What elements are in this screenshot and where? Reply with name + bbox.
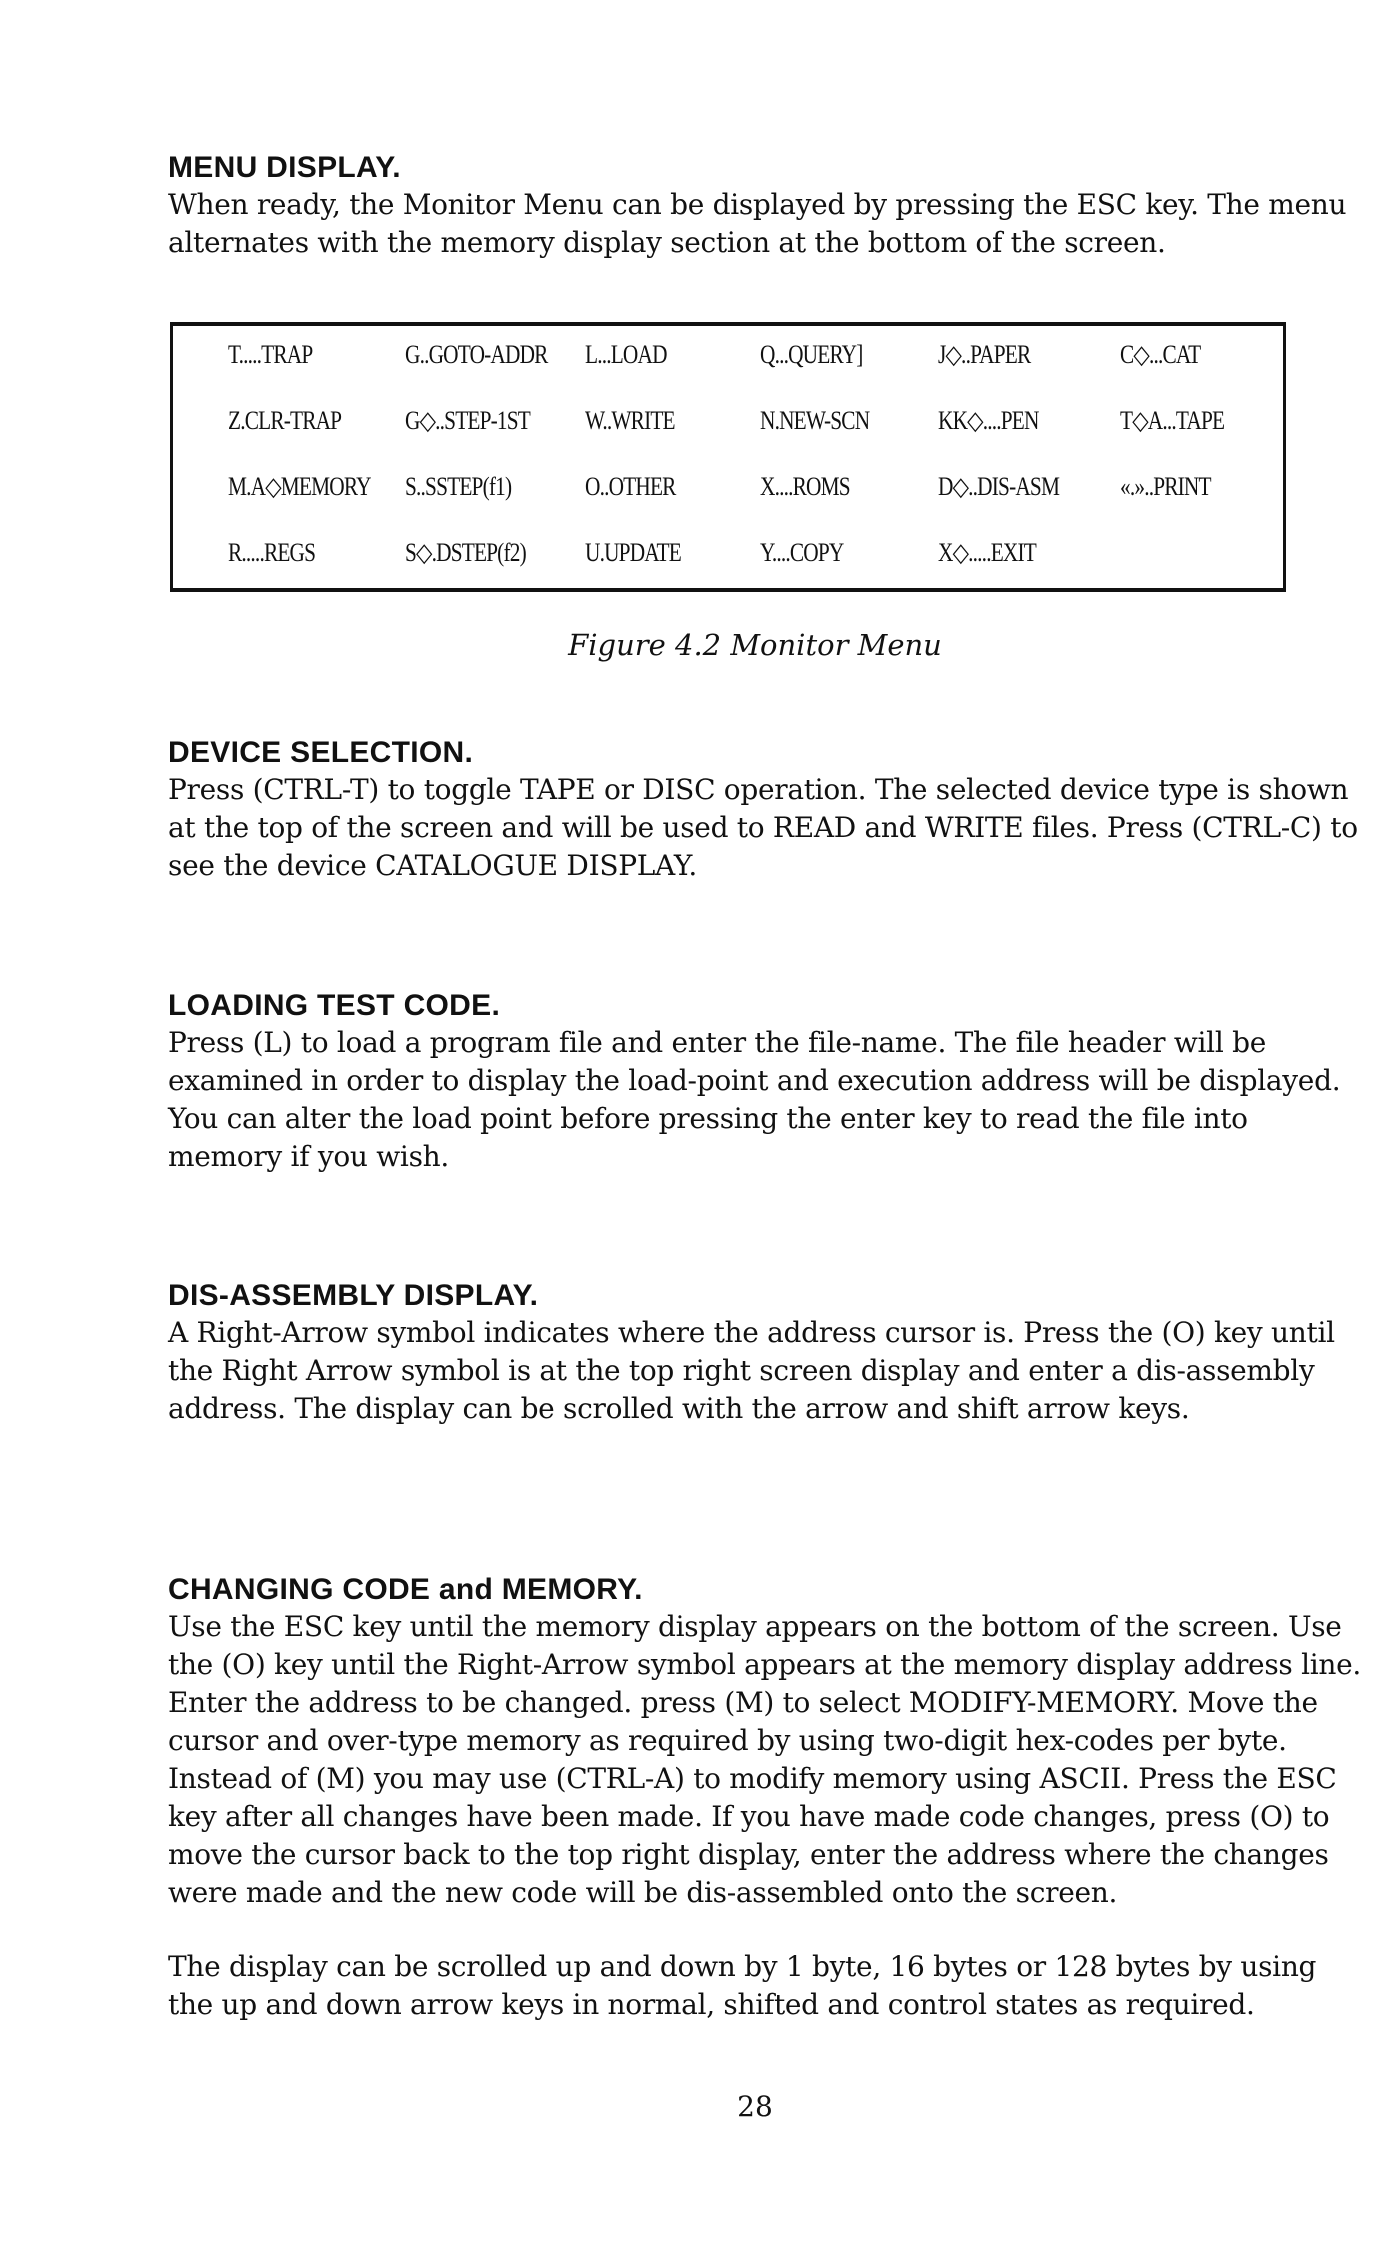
menu-item: N.NEW-SCN <box>760 406 870 435</box>
menu-item: S◇.DSTEP(f2) <box>405 538 526 567</box>
menu-item: Y....COPY <box>760 538 844 567</box>
menu-item: U.UPDATE <box>585 538 681 567</box>
menu-item: J◇..PAPER <box>938 340 1031 369</box>
section-device-selection <box>168 735 1368 885</box>
figure-caption: Figure 4.2 Monitor Menu <box>568 628 942 662</box>
section-text: Use the ESC key until the memory display appears on the bottom of the screen. Use the (O) key until the Right-Arrow symbol appears at the memory display address line. Enter the address to be changed. press (M) to select MODIFY-MEMORY. Move the cursor and over-type memory as required by using two-digit hex-codes per byte. Instead of (M) you may use (CTRL-A) to modify memory using ASCII. Press the ESC key after all changes have been made. If you have made code changes, press (O) to move the cursor back to the top right display, enter the address where the changes were made and the new code will be dis-assembled onto the screen. The display can be scrolled up and down by 1 byte, 16 bytes or 128 bytes by using the up and down arrow keys in normal, shifted and control states as required. <box>168 1610 1361 2021</box>
monitor-menu-figure <box>170 322 1286 592</box>
section-dis-assembly-display <box>168 1278 1368 1428</box>
menu-item: Z.CLR-TRAP <box>228 406 342 435</box>
section-heading: LOADING TEST CODE. <box>168 989 501 1022</box>
menu-item: G◇..STEP-1ST <box>405 406 531 435</box>
menu-item: C◇...CAT <box>1120 340 1201 369</box>
menu-item: KK◇....PEN <box>938 406 1039 435</box>
section-heading: DEVICE SELECTION. <box>168 736 474 769</box>
menu-item: Q...QUERY] <box>760 340 863 369</box>
page-number: 28 <box>737 2090 773 2123</box>
section-heading: MENU DISPLAY. <box>168 151 401 184</box>
section-text: Press (CTRL-T) to toggle TAPE or DISC operation. The selected device type is shown at the top of the screen and will be used to READ and WRITE files. Press (CTRL-C) to see the device CATALOGUE DISPLAY. <box>168 773 1358 882</box>
menu-item: D◇..DIS-ASM <box>938 472 1060 501</box>
menu-item: T.....TRAP <box>228 340 313 369</box>
menu-item: X....ROMS <box>760 472 850 501</box>
menu-item: L...LOAD <box>585 340 667 369</box>
section-loading-test-code <box>168 988 1368 1176</box>
section-text: A Right-Arrow symbol indicates where the address cursor is. Press the (O) key until the Right Arrow symbol is at the top right screen display and enter a dis-assembly address. The display can be scrolled with the arrow and shift arrow keys. <box>168 1316 1335 1425</box>
section-heading: DIS-ASSEMBLY DISPLAY. <box>168 1279 539 1312</box>
menu-item: G..GOTO-ADDR <box>405 340 548 369</box>
menu-item: «.»..PRINT <box>1120 472 1211 501</box>
menu-item: T◇A...TAPE <box>1120 406 1225 435</box>
menu-item: X◇.....EXIT <box>938 538 1036 567</box>
section-text: Press (L) to load a program file and enter the file-name. The file header will be examined in order to display the load-point and execution address will be displayed. You can alter the load point before pressing the enter key to read the file into memory if you wish. <box>168 1026 1341 1173</box>
section-menu-display <box>168 150 1368 262</box>
menu-item: R.....REGS <box>228 538 316 567</box>
section-heading: CHANGING CODE and MEMORY. <box>168 1573 643 1606</box>
section-text: When ready, the Monitor Menu can be displayed by pressing the ESC key. The menu alternates with the memory display section at the bottom of the screen. <box>168 188 1347 259</box>
menu-item: M.A◇MEMORY <box>228 472 371 501</box>
section-changing-code <box>168 1572 1368 2024</box>
menu-item: O..OTHER <box>585 472 676 501</box>
menu-item: S..SSTEP(f1) <box>405 472 512 501</box>
menu-item: W..WRITE <box>585 406 675 435</box>
